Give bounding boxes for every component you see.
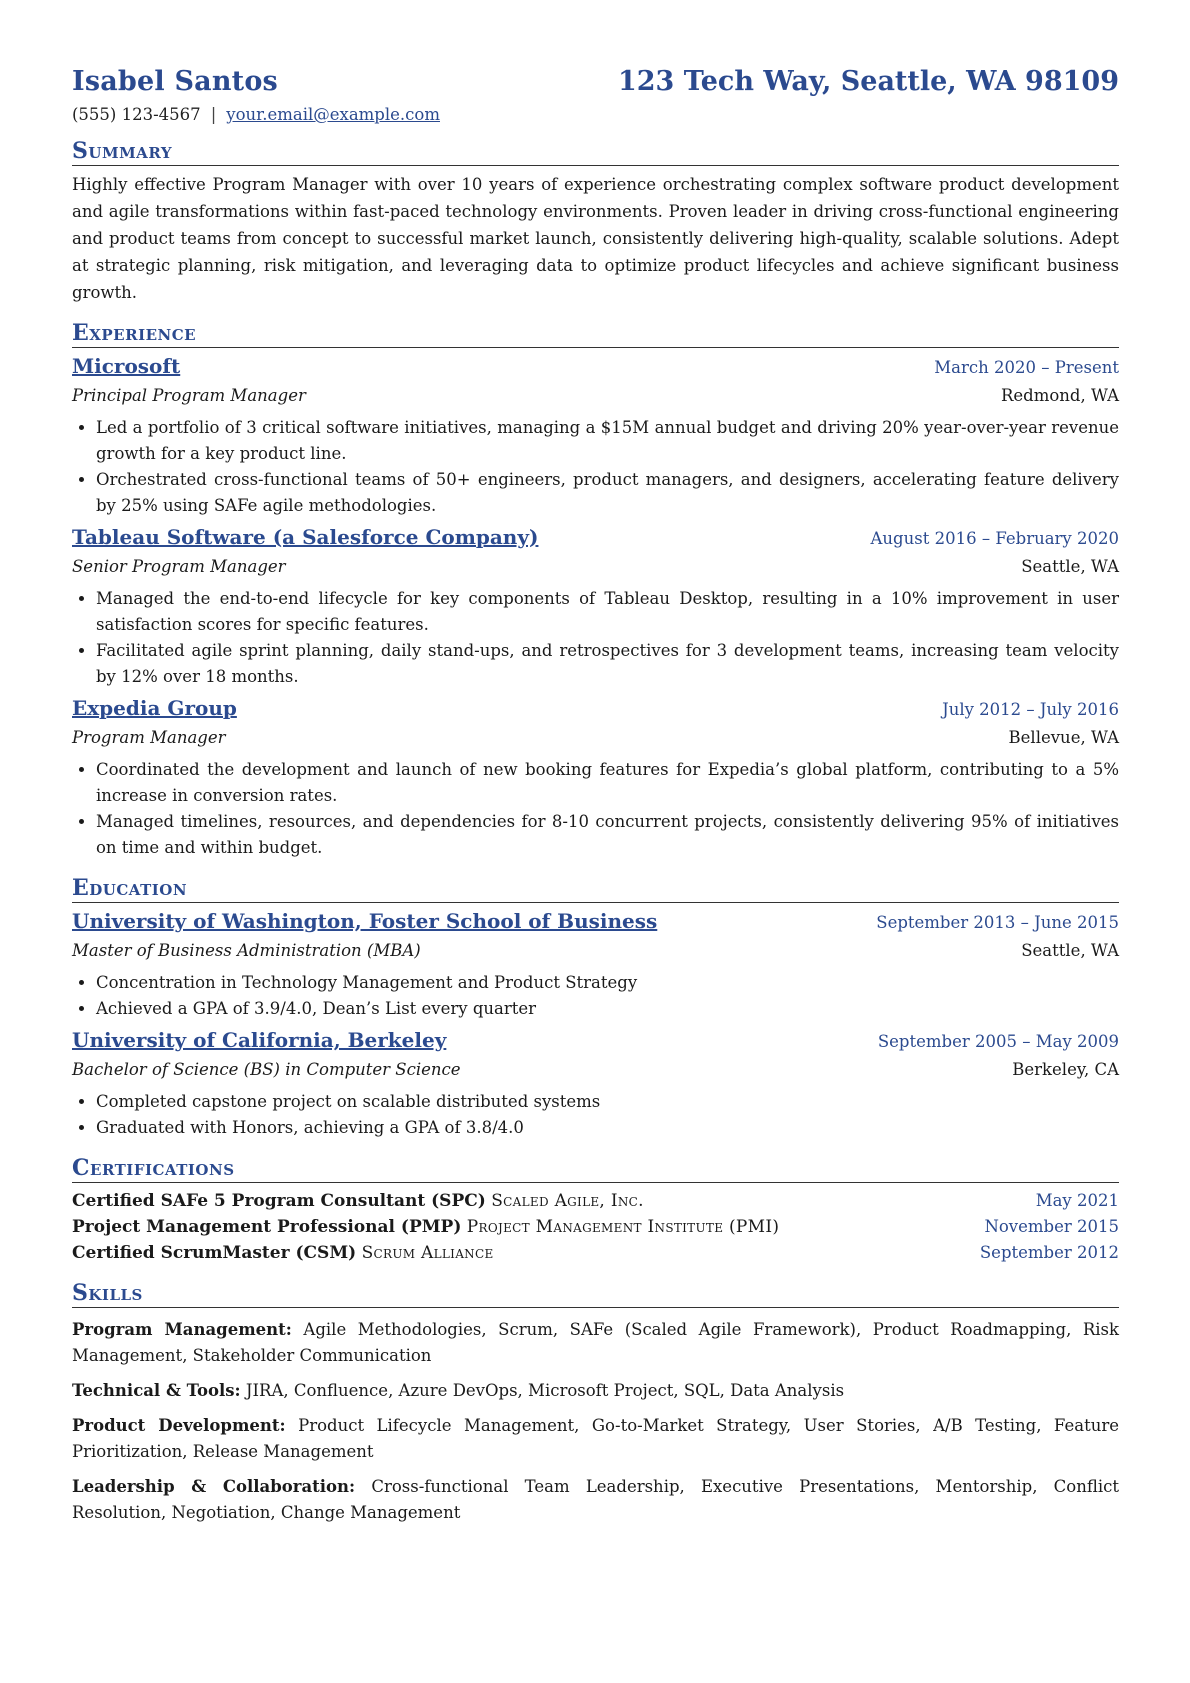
bullet-item: • Coordinated the development and launch of new booking features for Expedia’s global platform, contributing to a 5% increase in conversion rates.: [96, 757, 1119, 809]
email-link[interactable]: your.email@example.com: [226, 105, 440, 124]
bullet-item: • Led a portfolio of 3 critical software initiatives, managing a $15M annual budget and driving 20% year-over-year revenue growth for a key product line.: [96, 415, 1119, 467]
job-title: Program Manager: [72, 728, 226, 747]
bullet-item: • Orchestrated cross-functional teams of 50+ engineers, product managers, and designers, accelerating feature delivery by 25% using SAFe agile methodologies.: [96, 467, 1119, 519]
certification-name: Certified SAFe 5 Program Consultant (SPC): [72, 1191, 486, 1211]
summary-section: [72, 138, 1119, 306]
section-title-certifications: Certifications: [72, 1155, 1119, 1183]
school-dates: September 2005 – May 2009: [877, 1032, 1119, 1051]
company-link[interactable]: Tableau Software (a Salesforce Company): [72, 525, 539, 549]
job-bullets: [72, 757, 1119, 861]
job-dates: July 2012 – July 2016: [942, 700, 1119, 719]
section-title-summary: Summary: [72, 138, 1119, 166]
bullet-item: • Managed timelines, resources, and dependencies for 8-10 concurrent projects, consistently delivering 95% of initiatives on time and within budget.: [96, 809, 1119, 861]
certification-item: [72, 1214, 1119, 1240]
certification-list: [72, 1188, 1119, 1266]
job-location: Seattle, WA: [1021, 557, 1119, 576]
skill-group: [72, 1378, 1119, 1404]
bullet-item: • Completed capstone project on scalable distributed systems: [96, 1089, 1119, 1115]
job-title: Senior Program Manager: [72, 557, 286, 576]
job-dates: March 2020 – Present: [934, 358, 1119, 377]
summary-text: Highly effective Program Manager with over 10 years of experience orchestrating complex software product development and agile transformations within fast-paced technology environments. Proven leader in driving cross-functional engineering and product teams from concept to successful market launch, consistently delivering high-quality, scalable solutions. Adept at strategic planning, risk mitigation, and leveraging data to optimize product lifecycles and achieve significant business growth.: [72, 175, 1119, 302]
school-location: Seattle, WA: [1021, 941, 1119, 960]
company-link[interactable]: Microsoft: [72, 354, 181, 378]
degree: Master of Business Administration (MBA): [72, 941, 421, 960]
bullet-item: • Facilitated agile sprint planning, daily stand-ups, and retrospectives for 3 development teams, increasing team velocity by 12% over 18 months.: [96, 638, 1119, 690]
bullet-item: • Graduated with Honors, achieving a GPA of 3.8/4.0: [96, 1115, 1119, 1141]
certification-issuer: Scaled Agile, Inc.: [491, 1191, 644, 1211]
job-title: Principal Program Manager: [72, 386, 306, 405]
company-link[interactable]: Expedia Group: [72, 696, 237, 720]
certification-issuer: Project Management Institute (PMI): [466, 1217, 780, 1237]
school-location: Berkeley, CA: [1012, 1060, 1119, 1079]
bullet-item: • Achieved a GPA of 3.9/4.0, Dean’s List every quarter: [96, 996, 1119, 1022]
candidate-address: 123 Tech Way, Seattle, WA 98109: [617, 66, 1119, 97]
skills-section: [72, 1280, 1119, 1526]
skill-group-label: Product Development:: [72, 1416, 286, 1435]
job-location: Bellevue, WA: [1008, 728, 1119, 747]
bullet-item: • Concentration in Technology Management and Product Strategy: [96, 970, 1119, 996]
skill-group-text: Product Lifecycle Management, Go-to-Market Strategy, User Stories, A/B Testing, Feature Prioritization, Release Management: [72, 1416, 1119, 1461]
section-title-skills: Skills: [72, 1280, 1119, 1308]
section-title-education: Education: [72, 875, 1119, 903]
certification-name: Certified ScrumMaster (CSM): [72, 1243, 357, 1263]
school-dates: September 2013 – June 2015: [876, 913, 1119, 932]
skill-group-label: Technical & Tools:: [72, 1381, 241, 1400]
skill-group-text: JIRA, Confluence, Azure DevOps, Microsoft Project, SQL, Data Analysis: [245, 1381, 845, 1400]
certification-item: [72, 1188, 1119, 1214]
job-entry: [72, 352, 1119, 519]
job-entry: [72, 694, 1119, 861]
contact-separator: |: [210, 105, 217, 124]
bullet-item: • Managed the end-to-end lifecycle for key components of Tableau Desktop, resulting in a 10% improvement in user satisfaction scores for specific features.: [96, 586, 1119, 638]
skill-group-text: Agile Methodologies, Scrum, SAFe (Scaled Agile Framework), Product Roadmapping, Risk Management, Stakeholder Communication: [72, 1320, 1120, 1365]
job-dates: August 2016 – February 2020: [870, 529, 1119, 548]
school-link[interactable]: University of Washington, Foster School of Business: [72, 909, 658, 933]
job-entry: [72, 523, 1119, 690]
job-bullets: [72, 415, 1119, 519]
skill-group: [72, 1413, 1119, 1465]
certification-name: Project Management Professional (PMP): [72, 1217, 462, 1237]
job-location: Redmond, WA: [1000, 386, 1119, 405]
skill-group: [72, 1317, 1119, 1369]
certification-date: November 2015: [984, 1217, 1119, 1236]
phone-number: (555) 123-4567: [72, 105, 201, 124]
education-bullets: [72, 1089, 1119, 1141]
school-link[interactable]: University of California, Berkeley: [72, 1028, 447, 1052]
candidate-name: Isabel Santos: [72, 66, 278, 97]
skill-group-label: Leadership & Collaboration:: [72, 1477, 356, 1496]
section-title-experience: Experience: [72, 320, 1119, 348]
education-entry: [72, 1026, 1119, 1141]
degree: Bachelor of Science (BS) in Computer Science: [72, 1060, 461, 1079]
skill-group-label: Program Management:: [72, 1320, 292, 1339]
education-bullets: [72, 970, 1119, 1022]
certification-item: [72, 1240, 1119, 1266]
job-bullets: [72, 586, 1119, 690]
skill-group-text: Cross-functional Team Leadership, Executive Presentations, Mentorship, Conflict Resolution, Negotiation, Change Management: [72, 1477, 1119, 1522]
skill-group: [72, 1474, 1119, 1526]
certifications-section: [72, 1155, 1119, 1266]
experience-section: [72, 320, 1119, 861]
education-section: [72, 875, 1119, 1141]
contact-line: [72, 105, 1119, 124]
certification-issuer: Scrum Alliance: [361, 1243, 494, 1263]
certification-date: September 2012: [979, 1243, 1119, 1262]
certification-date: May 2021: [1035, 1191, 1119, 1210]
education-entry: [72, 907, 1119, 1022]
resume-header: [72, 66, 1119, 97]
